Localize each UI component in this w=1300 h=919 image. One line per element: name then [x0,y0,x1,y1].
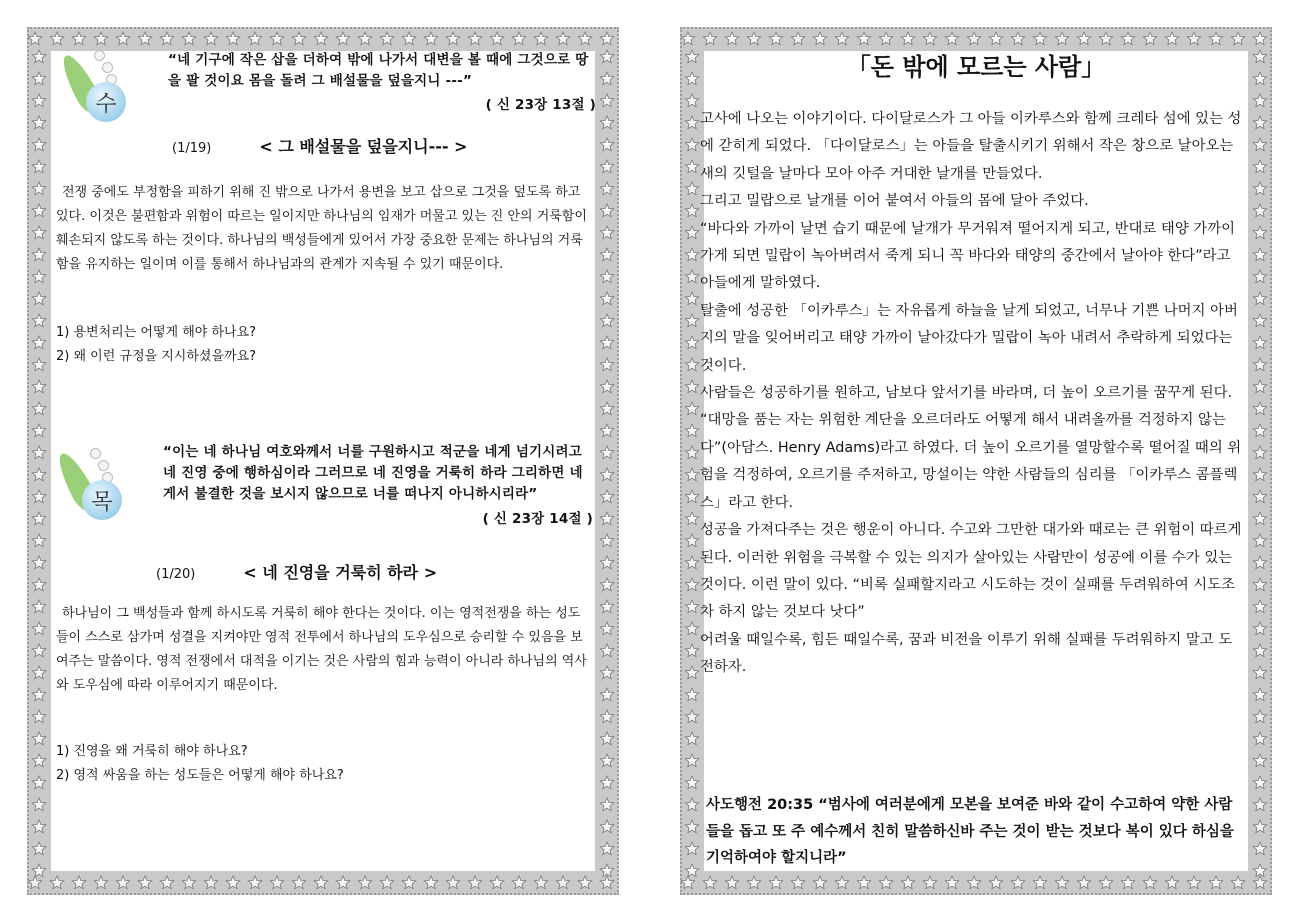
story-paragraph: 탈출에 성공한 「이카루스」는 자유롭게 하늘을 날게 되었고, 너무나 기쁜 나머지 아버지의 말을 잊어버리고 태양 가까이 날아갔다가 밀랍이 녹아 내려서 추락하게 되었다는 것이다. [700,302,1238,374]
devotion-heading [156,560,437,583]
day-badge: 수 [86,82,126,122]
verse-reference: ( 신 23장 13절 ) [485,97,596,113]
day-badge: 목 [82,480,122,520]
devotion-heading [172,134,467,157]
verse-reference: ( 신 23장 14절 ) [482,511,593,527]
story-paragraph: 사람들은 성공하기를 원하고, 남보다 앞서기를 바라며, 더 높이 오르기를 꿈꾸게 된다. “대망을 품는 자는 위험한 계단을 오르더라도 어떻게 해서 내려올까를 걱정하지 않는다”(아담스. Henry Adams)라고 하였다. 더 높이 오르기를 열망할수록 떨어질 때의 위험을 걱정하여, 오르기를 주저하고, 망설이는 약한 사람들의 심리를 「이카루스 콤플렉스」라고 한다. [700,385,1242,511]
story-paragraph: 고사에 나오는 이야기이다. 다이달로스가 그 아들 이카루스와 함께 크레타 섬에 있는 성에 갇히게 되었다. 「다이달로스」는 아들을 탈출시키기 위해서 작은 창으로 날아오는 새의 깃털을 날마다 모아 아주 거대한 날개를 만들었다. [700,111,1242,182]
page-title: 「돈 밖에 모르는 사람」 [846,53,1106,81]
question-2: 2) 영적 싸움을 하는 성도들은 어떻게 해야 하나요? [56,768,344,783]
lily-of-the-valley-emblem-icon [66,46,130,126]
devotion-date: (1/20) [156,567,196,582]
story-paragraph: “바다와 가까이 날면 습기 때문에 날개가 무거워져 떨어지게 되고, 반대로 태양 가까이 가게 되면 밀랍이 녹아버려서 죽게 되니 꼭 바다와 태양의 중간에서 날아야 한다”라고 아들에게 말하였다. [700,220,1235,292]
closing-scripture: 사도행전 20:35 “범사에 여러분에게 모본을 보여준 바와 같이 수고하여 약한 사람들을 돕고 또 주 예수께서 친히 말씀하신바 주는 것이 받는 것보다 복이 있다 하심을 기억하여야 할지니라” [706,797,1234,866]
devotion-body: 하나님이 그 백성들과 함께 하시도록 거룩히 해야 한다는 것이다. 이는 영적전쟁을 하는 성도들이 스스로 삼가며 성결을 지켜야만 영적 전투에서 하나님의 도우심으로 승리할 수 있음을 보여주는 말씀이다. 영적 전쟁에서 대적을 이기는 것은 사람의 힘과 능력이 아니라 하나님의 역사와 도우심에 따라 이루어지기 때문이다. [56,606,587,693]
devotion-title: < 그 배설물을 덮을지니--- > [259,137,468,156]
question-1: 1) 진영을 왜 거룩히 해야 하나요? [56,744,248,759]
question-2: 2) 왜 이런 규정을 지시하셨을까요? [56,349,257,364]
devotion-body: 전쟁 중에도 부정함을 피하기 위해 진 밖으로 나가서 용변을 보고 삽으로 그것을 덮도록 하고 있다. 이것은 불편함과 위험이 따르는 일이지만 하나님의 임재가 머물고 있는 진 안의 거룩함이 훼손되지 않도록 하는 것이다. 하나님의 백성들에게 있어서 가장 중요한 문제는 하나님의 거룩함을 유지하는 일이며 이를 통해서 하나님과의 관계가 지속될 수 있기 때문이다. [56,185,587,272]
devotion-title: < 네 진영을 거룩히 하라 > [243,563,438,582]
scripture-verse: “이는 네 하나님 여호와께서 너를 구원하시고 적군을 네게 넘기시려고 네 진영 중에 행하심이라 그러므로 네 진영을 거룩히 하라 그리하면 네게서 불결한 것을 보시지 않으므로 너를 떠나지 아니하시리라” ( 신 23장 14절 ) [163,442,593,530]
scripture-verse: “네 기구에 작은 삽을 더하여 밖에 나가서 대변을 볼 때에 그것으로 땅을 팔 것이요 몸을 돌려 그 배설물을 덮을지니 ---” ( 신 23장 13절 ) [168,50,596,116]
story-body [700,106,1242,682]
lily-of-the-valley-emblem-icon [62,444,126,524]
devotion-date: (1/19) [172,141,212,156]
story-paragraph: 그리고 밀랍으로 날개를 이어 붙여서 아들의 몸에 달아 주었다. [700,193,1089,210]
story-paragraph: 성공을 가져다주는 것은 행운이 아니다. 수고와 그만한 대가와 때로는 큰 위험이 따르게 된다. 이러한 위험을 극복할 수 있는 의지가 살아있는 사람만이 성공에 이를 수가 있는 것이다. 이런 말이 있다. “비록 실패할지라고 시도하는 것이 실패를 두려워하여 시도조차 하지 않는 것보다 낫다” [700,522,1242,621]
story-paragraph: 어려울 때일수록, 힘든 때일수록, 꿈과 비전을 이루기 위해 실패를 두려워하지 말고 도전하자. [700,631,1233,676]
question-1: 1) 용변처리는 어떻게 해야 하나요? [56,325,257,340]
